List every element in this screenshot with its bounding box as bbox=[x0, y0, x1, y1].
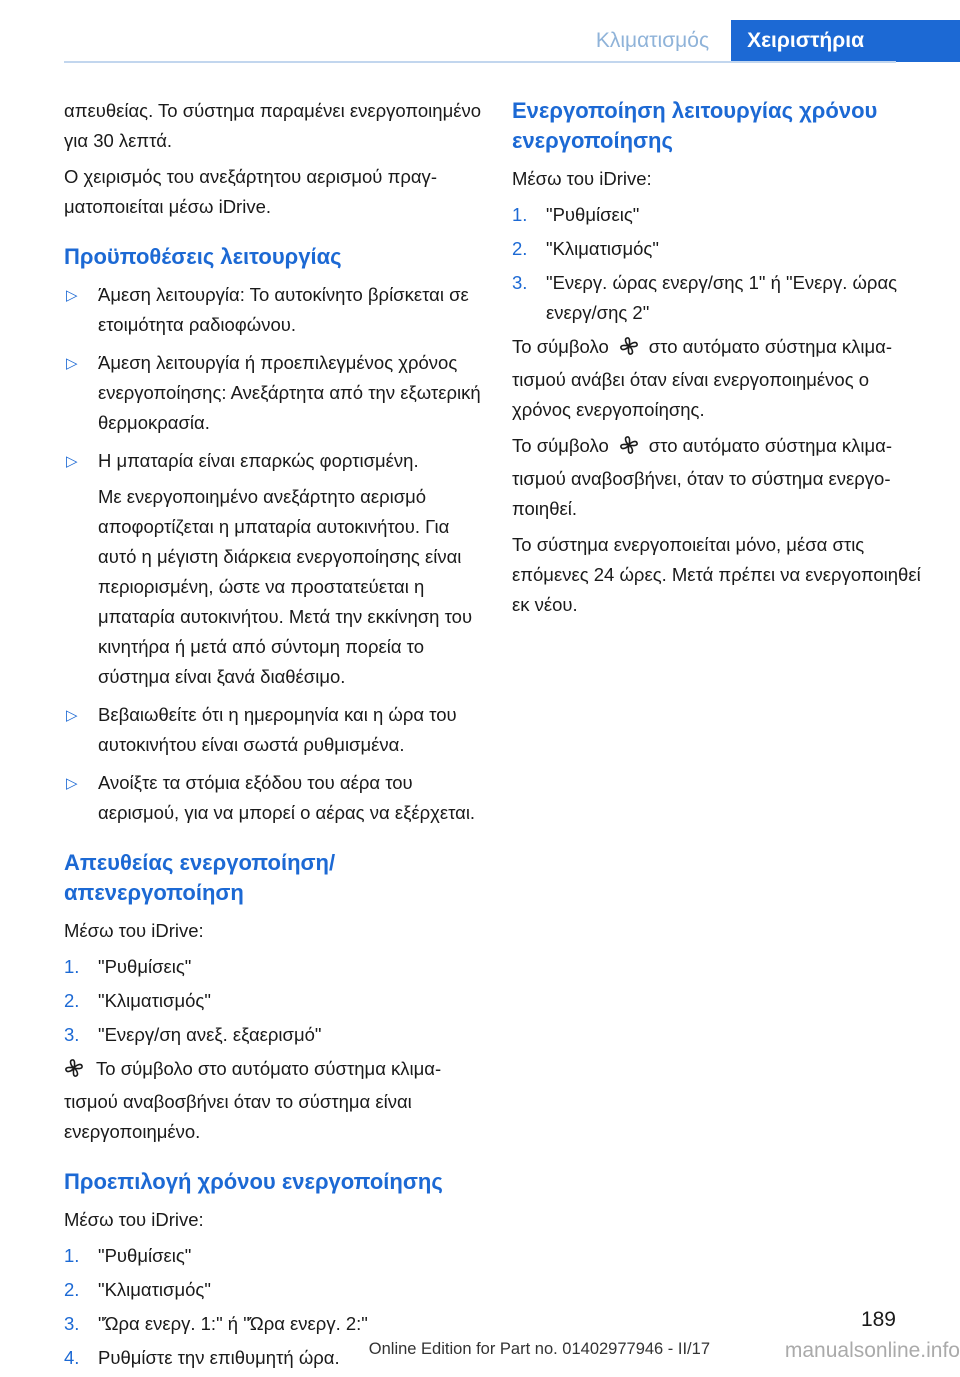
triangle-right-icon: ▷ bbox=[66, 707, 78, 724]
fan-icon bbox=[619, 434, 639, 464]
timer-via-text: Μέσω του iDrive: bbox=[512, 168, 652, 189]
step-number: 3. bbox=[64, 1024, 80, 1045]
closing-paragraph: Το σύστημα ενεργοποιείται μόνο, μέσα στις επόμενες 24 ώρες. Μετά πρέπει να ενεργοποιηθεί εκ νέου. bbox=[512, 534, 921, 615]
edition-text: Online Edition for Part no. 01402977946 - II/17 bbox=[368, 1340, 710, 1358]
step-number: 3. bbox=[512, 272, 528, 293]
prerequisites-heading: Προϋποθέσεις λειτουργίας bbox=[64, 244, 342, 269]
preselect-step bbox=[64, 1241, 484, 1271]
step-text: "Ενεργ/ση ανεξ. εξαερισμό" bbox=[98, 1024, 322, 1045]
symbol-on-text: στο αυτόματο σύστημα κλιματισμού ανάβει όταν είναι ενεργοποιημένος ο χρόνος ενεργοποίησης. bbox=[512, 336, 893, 420]
intro-paragraph-2: Ο χειρισμός του ανεξάρτητου αερισμού πραγματοποιείται μέσω iDrive. bbox=[64, 166, 437, 217]
preselect-step bbox=[64, 1275, 484, 1305]
step-number: 2. bbox=[64, 990, 80, 1011]
direct-step bbox=[64, 1020, 484, 1050]
direct-step bbox=[64, 952, 484, 982]
timer-step bbox=[512, 200, 926, 230]
page-number: 189 bbox=[860, 1308, 896, 1331]
step-number: 4. bbox=[64, 1347, 80, 1368]
triangle-right-icon: ▷ bbox=[66, 775, 78, 792]
step-text: "Ρυθμίσεις" bbox=[546, 204, 640, 225]
direct-activation-heading: Απευθείας ενεργοποίηση/απενεργοποίηση bbox=[64, 850, 336, 905]
header-section-tab: Κλιματισμός bbox=[595, 29, 710, 52]
step-text: "Ρυθμίσεις" bbox=[98, 1245, 192, 1266]
preselect-via-text: Μέσω του iDrive: bbox=[64, 1209, 204, 1230]
fan-icon bbox=[619, 335, 639, 365]
step-text: "Ώρα ενεργ. 1:" ή "Ώρα ενεργ. 2:" bbox=[98, 1313, 368, 1334]
prerequisite-text: Άμεση λειτουργία ή προεπιλεγμένος χρόνος ενεργοποίησης: Ανεξάρτητα από την εξωτερική θερμοκρασία. bbox=[98, 352, 481, 433]
timer-activation-heading: Ενεργοποίηση λειτουργίας χρόνου ενεργοποίησης bbox=[512, 98, 878, 153]
prerequisite-item bbox=[64, 348, 484, 438]
symbol-on-paragraph bbox=[512, 332, 926, 425]
direct-note bbox=[64, 1054, 484, 1147]
fan-icon bbox=[64, 1057, 84, 1087]
step-number: 1. bbox=[512, 204, 528, 225]
timer-step bbox=[512, 268, 926, 328]
step-number: 2. bbox=[64, 1279, 80, 1300]
prerequisite-item bbox=[64, 280, 484, 340]
step-text: Ρυθμίστε την επιθυμητή ώρα. bbox=[98, 1347, 340, 1368]
step-number: 1. bbox=[64, 1245, 80, 1266]
step-text: "Κλιματισμός" bbox=[546, 238, 659, 259]
step-number: 3. bbox=[64, 1313, 80, 1334]
step-text: "Κλιματισμός" bbox=[98, 990, 211, 1011]
step-number: 2. bbox=[512, 238, 528, 259]
symbol-prefix: Το σύμβολο bbox=[512, 336, 609, 357]
prerequisite-item bbox=[64, 700, 484, 760]
direct-step bbox=[64, 986, 484, 1016]
direct-note-text: Το σύμβολο στο αυτόματο σύστημα κλιματισμού αναβοσβήνει όταν το σύστημα είναι ενεργοποιημένο. bbox=[64, 1058, 442, 1142]
header-chapter-tab: Χειριστήρια bbox=[731, 20, 960, 62]
prerequisite-item bbox=[64, 446, 484, 692]
prerequisite-text: Η μπαταρία είναι επαρκώς φορτισμένη. bbox=[98, 450, 419, 471]
prerequisite-text: Βεβαιωθείτε ότι η ημερομηνία και η ώρα του αυτοκινήτου είναι σωστά ρυθμισμένα. bbox=[98, 704, 457, 755]
prerequisite-text: Ανοίξτε τα στόμια εξόδου του αέρα του αερισμού, για να μπορεί ο αέρας να εξέρχεται. bbox=[98, 772, 476, 823]
page-header bbox=[574, 20, 960, 62]
triangle-right-icon: ▷ bbox=[66, 287, 78, 304]
right-column bbox=[512, 96, 926, 626]
triangle-right-icon: ▷ bbox=[66, 453, 78, 470]
symbol-flash-paragraph bbox=[512, 431, 926, 524]
triangle-right-icon: ▷ bbox=[66, 355, 78, 372]
prerequisite-item bbox=[64, 768, 484, 828]
timer-step bbox=[512, 234, 926, 264]
step-text: "Κλιματισμός" bbox=[98, 1279, 211, 1300]
intro-paragraph-1: απευθείας. Το σύστημα παραμένει ενεργοποιημένο για 30 λεπτά. bbox=[64, 100, 482, 151]
battery-note: Με ενεργοποιημένο ανεξάρτητο αερισμό αποφορτίζεται η μπαταρία αυτοκινήτου. Για αυτό η μέγιστη διάρκεια ενεργοποίησης είναι περιορισμένη, ώστε να προστατεύεται η μπαταρία αυτοκινήτου. Μετά την εκκίνηση του κινητήρα ή μετά από σύντομη πορεία το σύστημα είναι ξανά διαθέσιμο. bbox=[98, 486, 473, 687]
preselect-step bbox=[64, 1309, 484, 1339]
watermark: manualsonline.info bbox=[784, 1339, 960, 1362]
left-column bbox=[64, 96, 484, 1377]
header-rule bbox=[64, 61, 896, 63]
direct-via-text: Μέσω του iDrive: bbox=[64, 920, 204, 941]
step-text: "Ενεργ. ώρας ενεργ/σης 1" ή "Ενεργ. ώρας ενεργ/σης 2" bbox=[546, 272, 898, 323]
symbol-flash-text: στο αυτόματο σύστημα κλιματισμού αναβοσβήνει, όταν το σύστημα ενεργοποιηθεί. bbox=[512, 435, 893, 519]
step-number: 1. bbox=[64, 956, 80, 977]
step-text: "Ρυθμίσεις" bbox=[98, 956, 192, 977]
prerequisite-text: Άμεση λειτουργία: Το αυτοκίνητο βρίσκεται σε ετοιμότητα ραδιοφώνου. bbox=[98, 284, 469, 335]
symbol-prefix: Το σύμβολο bbox=[512, 435, 609, 456]
preselect-heading: Προεπιλογή χρόνου ενεργοποίησης bbox=[64, 1169, 443, 1194]
